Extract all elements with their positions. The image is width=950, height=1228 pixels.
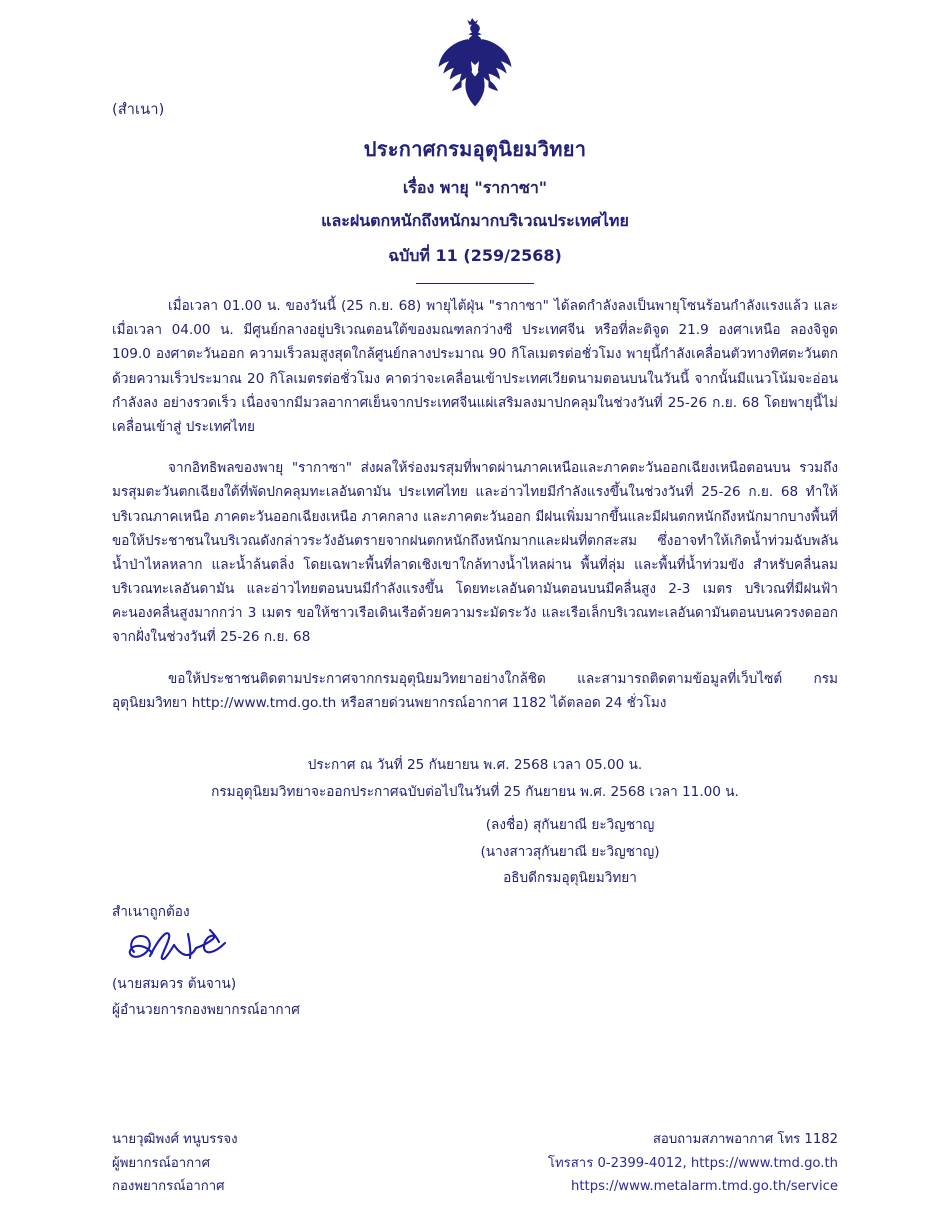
paragraph-1: เมื่อเวลา 01.00 น. ของวันนี้ (25 ก.ย. 68) พายุไต้ฝุ่น "รากาซา" ได้ลดกำลังลงเป็นพายุโซนร้อนกำลังแรงแล้ว และเมื่อเวลา 04.00 น. มีศูนย์กลางอยู่บริเวณตอนใต้ของมณฑลกว่างซี ประเทศจีน หรือที่ละติจูด 21.9 องศาเหนือ ลองจิจูด 109.0 องศาตะวันออก ความเร็วลมสูงสุดใกล้ศูนย์กลางประมาณ 90 กิโลเมตรต่อชั่วโมง พายุนี้กำลังเคลื่อนตัวทางทิศตะวันตก ด้วยความเร็วประมาณ 20 กิโลเมตรต่อชั่วโมง คาดว่าจะเคลื่อนเข้าประเทศเวียดนามตอนบนในวันนี้ จากนั้นมีแนวโน้มจะอ่อนกำลังลง อย่างรวดเร็ว เนื่องจากมีมวลอากาศเย็นจากประเทศจีนแผ่เสริมลงมาปกคลุมในช่วงวันที่ 25-26 ก.ย. 68 โดยพายุนี้ไม่เคลื่อนเข้าสู่ ประเทศไทย (112, 298, 838, 435)
footer-right-block (520, 1128, 838, 1199)
title-issue-number: ฉบับที่ 11 (259/2568) (388, 246, 562, 265)
document-body (112, 294, 838, 732)
forecaster-name: นายวุฒิพงศ์ ทนูบรรจง (112, 1132, 238, 1147)
service-website[interactable]: https://www.metalarm.tmd.go.th/service (571, 1179, 838, 1194)
forecaster-division: กองพยากรณ์อากาศ (112, 1179, 225, 1194)
closing-block (0, 752, 950, 805)
signer-position: อธิบดีกรมอุตุนิยมวิทยา (503, 870, 637, 886)
certified-copy-block (112, 900, 442, 1024)
signer-name: (นางสาวสุกันยาณี ยะวิญชาญ) (480, 843, 660, 860)
title-divider (416, 283, 534, 284)
weather-hotline: สอบถามสภาพอากาศ โทร 1182 (652, 1132, 838, 1147)
title-subject: เรื่อง พายุ "รากาซา" (402, 178, 548, 197)
copy-mark: (สำเนา) (112, 102, 165, 118)
certified-copy-label: สำเนาถูกต้อง (112, 904, 190, 920)
paragraph-2: จากอิทธิพลของพายุ "รากาซา" ส่งผลให้ร่องมรสุมที่พาดผ่านภาคเหนือและภาคตะวันออกเฉียงเหนือตอนบน รวมถึงมรสุมตะวันตกเฉียงใต้ที่พัดปกคลุมทะเลอันดามัน ประเทศไทย และอ่าวไทยมีกำลังแรงขึ้นในช่วงวันที่ 25-26 ก.ย. 68 ทำให้บริเวณภาคเหนือ ภาคตะวันออกเฉียงเหนือ ภาคกลาง และภาคตะวันออก มีฝนเพิ่มมากขึ้นและมีฝนตกหนักถึงหนักมากบางพื้นที่ ขอให้ประชาชนในบริเวณดังกล่าวระวังอันตรายจากฝนตกหนักถึงหนักมากและฝนที่ตกสะสม ซึ่งอาจทำให้เกิดน้ำท่วมฉับพลัน น้ำป่าไหลหลาก และน้ำล้นตลิ่ง โดยเฉพาะพื้นที่ลาดเชิงเขาใกล้ทางน้ำไหลผ่าน พื้นที่ลุ่ม และพื้นที่น้ำท่วมขัง สำหรับคลื่นลมบริเวณทะเลอันดามัน และอ่าวไทยตอนบนมีกำลังแรงขึ้น โดยทะเลอันดามันตอนบนมีคลื่นสูง 2-3 เมตร บริเวณที่มีฝนฟ้าคะนองคลื่นสูงมากกว่า 3 เมตร ขอให้ชาวเรือเดินเรือด้วยความระมัดระวัง และเรือเล็กบริเวณทะเลอันดามันตอนบนควรงดออกจากฝั่งในช่วงวันที่ 25-26 ก.ย. 68 (112, 460, 838, 646)
signed-by-line: (ลงชื่อ) สุกันยาณี ยะวิญชาญ (485, 817, 655, 833)
handwritten-signature (122, 926, 272, 970)
announcement-date-line: ประกาศ ณ วันที่ 25 กันยายน พ.ศ. 2568 เวลา 05.00 น. (307, 757, 643, 773)
fax-and-website[interactable]: โทรสาร 0-2399-4012, https://www.tmd.go.th (547, 1155, 838, 1171)
title-block (0, 133, 950, 284)
garuda-emblem (427, 18, 523, 114)
title-subject-line2: และฝนตกหนักถึงหนักมากบริเวณประเทศไทย (321, 211, 629, 230)
certifier-name: (นายสมควร ต้นจาน) (112, 976, 237, 992)
certifier-position: ผู้อำนวยการกองพยากรณ์อากาศ (112, 1001, 300, 1018)
next-announcement-line: กรมอุตุนิยมวิทยาจะออกประกาศฉบับต่อไปในวันที่ 25 กันยายน พ.ศ. 2568 เวลา 11.00 น. (211, 783, 739, 800)
footer-left-block (112, 1128, 442, 1199)
signature-block (390, 812, 750, 892)
paragraph-3: ขอให้ประชาชนติดตามประกาศจากกรมอุตุนิยมวิทยาอย่างใกล้ชิด และสามารถติดตามข้อมูลที่เว็บไซต์ กรมอุตุนิยมวิทยา http://www.tmd.go.th หรือสายด่วนพยากรณ์อากาศ 1182 ได้ตลอด 24 ชั่วโมง (112, 670, 838, 711)
forecaster-role: ผู้พยากรณ์อากาศ (112, 1155, 210, 1171)
page-title: ประกาศกรมอุตุนิยมวิทยา (363, 137, 587, 161)
